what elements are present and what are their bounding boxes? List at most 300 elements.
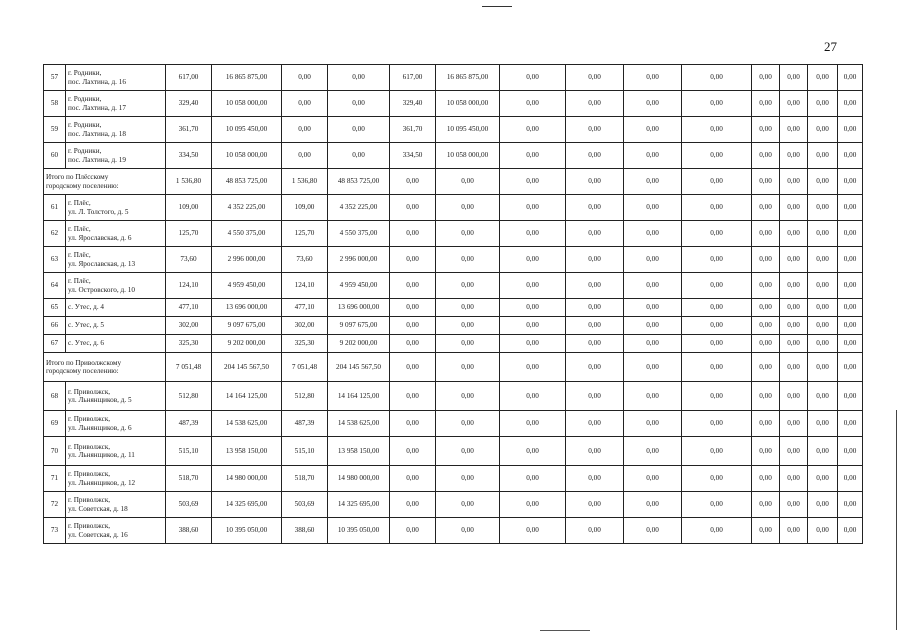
- value-cell: 0,00: [780, 65, 808, 91]
- value-cell: 0,00: [500, 466, 566, 492]
- value-cell: 0,00: [500, 353, 566, 382]
- value-cell: 1 536,80: [282, 169, 328, 195]
- value-cell: 7 051,48: [282, 353, 328, 382]
- value-cell: 0,00: [808, 492, 838, 518]
- value-cell: 302,00: [166, 317, 212, 335]
- value-cell: 4 550 375,00: [212, 221, 282, 247]
- row-number: 69: [44, 411, 66, 437]
- value-cell: 0,00: [436, 492, 500, 518]
- row-number: 59: [44, 117, 66, 143]
- value-cell: 0,00: [624, 143, 682, 169]
- value-cell: 0,00: [838, 492, 863, 518]
- address-line1: г. Плёс,: [68, 225, 91, 234]
- address-line2: пос. Лахтина, д. 19: [68, 155, 126, 164]
- value-cell: 0,00: [624, 518, 682, 544]
- value-cell: 0,00: [808, 518, 838, 544]
- value-cell: 0,00: [390, 335, 436, 353]
- value-cell: 503,69: [166, 492, 212, 518]
- value-cell: 0,00: [500, 437, 566, 466]
- value-cell: 4 550 375,00: [328, 221, 390, 247]
- value-cell: 0,00: [752, 143, 780, 169]
- subtotal-label: [44, 169, 166, 195]
- value-cell: 0,00: [436, 273, 500, 299]
- value-cell: 0,00: [752, 382, 780, 411]
- address-line2: ул. Льнянщиков, д. 6: [68, 423, 132, 432]
- value-cell: 0,00: [808, 317, 838, 335]
- value-cell: 0,00: [838, 317, 863, 335]
- value-cell: 0,00: [808, 299, 838, 317]
- address-line2: ул. Льнянщиков, д. 12: [68, 478, 136, 487]
- value-cell: 4 959 450,00: [328, 273, 390, 299]
- value-cell: 0,00: [838, 247, 863, 273]
- value-cell: 0,00: [808, 143, 838, 169]
- value-cell: 325,30: [282, 335, 328, 353]
- address-line1: г. Плёс,: [68, 199, 91, 208]
- value-cell: 0,00: [436, 221, 500, 247]
- row-number: 73: [44, 518, 66, 544]
- value-cell: 0,00: [780, 518, 808, 544]
- table-row: [44, 411, 863, 437]
- table-row: [44, 117, 863, 143]
- value-cell: 0,00: [624, 117, 682, 143]
- value-cell: 0,00: [780, 437, 808, 466]
- value-cell: 0,00: [390, 195, 436, 221]
- address-line1: с. Утес, д. 5: [68, 321, 105, 330]
- value-cell: 2 996 000,00: [212, 247, 282, 273]
- value-cell: 0,00: [436, 299, 500, 317]
- value-cell: 0,00: [838, 518, 863, 544]
- address-cell: [66, 299, 166, 317]
- value-cell: 0,00: [436, 247, 500, 273]
- value-cell: 329,40: [390, 91, 436, 117]
- address-line1: г. Родники,: [68, 95, 102, 104]
- table-row: [44, 492, 863, 518]
- value-cell: 14 538 625,00: [212, 411, 282, 437]
- value-cell: 0,00: [624, 299, 682, 317]
- value-cell: 0,00: [624, 65, 682, 91]
- value-cell: 0,00: [838, 466, 863, 492]
- value-cell: 487,39: [282, 411, 328, 437]
- value-cell: 0,00: [838, 143, 863, 169]
- value-cell: 0,00: [780, 466, 808, 492]
- address-cell: [66, 492, 166, 518]
- subtotal-label: [44, 353, 166, 382]
- value-cell: 477,10: [282, 299, 328, 317]
- value-cell: 0,00: [624, 221, 682, 247]
- value-cell: 109,00: [282, 195, 328, 221]
- value-cell: 0,00: [500, 195, 566, 221]
- table-row: [44, 247, 863, 273]
- value-cell: 361,70: [166, 117, 212, 143]
- address-line1: г. Родники,: [68, 69, 102, 78]
- row-number: 65: [44, 299, 66, 317]
- value-cell: 0,00: [838, 437, 863, 466]
- value-cell: 0,00: [682, 353, 752, 382]
- value-cell: 512,80: [166, 382, 212, 411]
- value-cell: 0,00: [780, 492, 808, 518]
- value-cell: 0,00: [682, 437, 752, 466]
- value-cell: 0,00: [328, 91, 390, 117]
- value-cell: 0,00: [752, 117, 780, 143]
- value-cell: 0,00: [808, 117, 838, 143]
- value-cell: 0,00: [566, 335, 624, 353]
- table-row: [44, 382, 863, 411]
- value-cell: 10 095 450,00: [436, 117, 500, 143]
- value-cell: 0,00: [624, 195, 682, 221]
- value-cell: 0,00: [780, 411, 808, 437]
- value-cell: 0,00: [566, 143, 624, 169]
- value-cell: 0,00: [500, 247, 566, 273]
- address-line1: г. Приволжск,: [68, 522, 111, 531]
- value-cell: 0,00: [780, 221, 808, 247]
- value-cell: 0,00: [500, 518, 566, 544]
- value-cell: 0,00: [390, 353, 436, 382]
- address-line1: г. Приволжск,: [68, 442, 111, 451]
- table-row: [44, 195, 863, 221]
- address-cell: [66, 518, 166, 544]
- value-cell: 10 058 000,00: [212, 91, 282, 117]
- value-cell: 0,00: [682, 117, 752, 143]
- address-line2: пос. Лахтина, д. 18: [68, 129, 126, 138]
- value-cell: 0,00: [436, 382, 500, 411]
- address-line1: г. Приволжск,: [68, 496, 111, 505]
- value-cell: 0,00: [808, 169, 838, 195]
- value-cell: 0,00: [838, 273, 863, 299]
- value-cell: 204 145 567,50: [212, 353, 282, 382]
- value-cell: 0,00: [566, 247, 624, 273]
- address-cell: [66, 65, 166, 91]
- value-cell: 518,70: [166, 466, 212, 492]
- value-cell: 0,00: [780, 143, 808, 169]
- address-line2: ул. Советская, д. 18: [68, 504, 128, 513]
- value-cell: 0,00: [566, 273, 624, 299]
- value-cell: 0,00: [624, 273, 682, 299]
- address-line2: ул. Ярославская, д. 6: [68, 233, 132, 242]
- value-cell: 0,00: [752, 247, 780, 273]
- value-cell: 617,00: [166, 65, 212, 91]
- value-cell: 73,60: [166, 247, 212, 273]
- value-cell: 0,00: [328, 117, 390, 143]
- address-line1: г. Родники,: [68, 147, 102, 156]
- row-number: 66: [44, 317, 66, 335]
- address-line1: г. Приволжск,: [68, 387, 111, 396]
- row-number: 72: [44, 492, 66, 518]
- value-cell: 124,10: [166, 273, 212, 299]
- value-cell: 0,00: [436, 317, 500, 335]
- value-cell: 16 865 875,00: [436, 65, 500, 91]
- value-cell: 0,00: [780, 273, 808, 299]
- value-cell: 361,70: [390, 117, 436, 143]
- value-cell: 0,00: [752, 65, 780, 91]
- address-line1: г. Родники,: [68, 121, 102, 130]
- table-row: [44, 273, 863, 299]
- value-cell: 302,00: [282, 317, 328, 335]
- page-number: 27: [824, 39, 837, 54]
- value-cell: 0,00: [752, 411, 780, 437]
- address-line1: г. Плёс,: [68, 251, 91, 260]
- value-cell: 0,00: [390, 299, 436, 317]
- table-row: [44, 65, 863, 91]
- value-cell: 388,60: [282, 518, 328, 544]
- address-line1: с. Утес, д. 4: [68, 303, 105, 312]
- address-cell: [66, 247, 166, 273]
- row-number: 67: [44, 335, 66, 353]
- value-cell: 0,00: [436, 437, 500, 466]
- value-cell: 0,00: [780, 299, 808, 317]
- value-cell: 325,30: [166, 335, 212, 353]
- value-cell: 0,00: [808, 437, 838, 466]
- value-cell: 0,00: [808, 221, 838, 247]
- value-cell: 0,00: [282, 143, 328, 169]
- value-cell: 0,00: [500, 273, 566, 299]
- value-cell: 0,00: [682, 335, 752, 353]
- subtotal-label-line2: городскому поселению:: [46, 367, 119, 375]
- value-cell: 0,00: [436, 169, 500, 195]
- value-cell: 10 058 000,00: [436, 91, 500, 117]
- value-cell: 0,00: [752, 466, 780, 492]
- row-number: 57: [44, 65, 66, 91]
- value-cell: 0,00: [682, 221, 752, 247]
- value-cell: 0,00: [808, 65, 838, 91]
- value-cell: 0,00: [682, 466, 752, 492]
- value-cell: 329,40: [166, 91, 212, 117]
- table-row: [44, 518, 863, 544]
- value-cell: 0,00: [682, 91, 752, 117]
- value-cell: 10 058 000,00: [212, 143, 282, 169]
- value-cell: 1 536,80: [166, 169, 212, 195]
- value-cell: 0,00: [566, 466, 624, 492]
- value-cell: 0,00: [566, 437, 624, 466]
- value-cell: 2 996 000,00: [328, 247, 390, 273]
- value-cell: 0,00: [780, 91, 808, 117]
- value-cell: 0,00: [500, 143, 566, 169]
- value-cell: 0,00: [780, 117, 808, 143]
- value-cell: 14 980 000,00: [328, 466, 390, 492]
- value-cell: 0,00: [808, 382, 838, 411]
- value-cell: 10 095 450,00: [212, 117, 282, 143]
- address-line1: г. Приволжск,: [68, 415, 111, 424]
- value-cell: 334,50: [390, 143, 436, 169]
- value-cell: 0,00: [752, 492, 780, 518]
- address-cell: [66, 195, 166, 221]
- value-cell: 0,00: [752, 195, 780, 221]
- value-cell: 0,00: [328, 65, 390, 91]
- value-cell: 0,00: [682, 169, 752, 195]
- address-line2: ул. Островского, д. 10: [68, 285, 135, 294]
- row-number: 68: [44, 382, 66, 411]
- value-cell: 0,00: [390, 518, 436, 544]
- value-cell: 0,00: [682, 518, 752, 544]
- value-cell: 0,00: [566, 411, 624, 437]
- value-cell: 0,00: [838, 195, 863, 221]
- value-cell: 0,00: [390, 169, 436, 195]
- value-cell: 0,00: [682, 65, 752, 91]
- table-row: [44, 335, 863, 353]
- value-cell: 0,00: [624, 353, 682, 382]
- address-line2: ул. Льнянщиков, д. 11: [68, 451, 135, 459]
- subtotal-label-line1: Итого по Приволжскому: [46, 358, 122, 367]
- value-cell: 109,00: [166, 195, 212, 221]
- value-cell: 73,60: [282, 247, 328, 273]
- address-line2: ул. Л. Толстого, д. 5: [68, 207, 129, 216]
- value-cell: 0,00: [838, 335, 863, 353]
- address-cell: [66, 117, 166, 143]
- address-cell: [66, 382, 166, 411]
- address-cell: [66, 317, 166, 335]
- value-cell: 0,00: [682, 317, 752, 335]
- data-table: [43, 64, 863, 544]
- value-cell: 0,00: [624, 492, 682, 518]
- value-cell: 0,00: [780, 195, 808, 221]
- value-cell: 0,00: [808, 195, 838, 221]
- value-cell: 0,00: [808, 91, 838, 117]
- address-line2: пос. Лахтина, д. 17: [68, 103, 126, 112]
- value-cell: 0,00: [500, 492, 566, 518]
- value-cell: 0,00: [808, 411, 838, 437]
- address-line2: ул. Льнянщиков, д. 5: [68, 396, 132, 404]
- value-cell: 0,00: [500, 299, 566, 317]
- value-cell: 487,39: [166, 411, 212, 437]
- row-number: 62: [44, 221, 66, 247]
- value-cell: 0,00: [752, 91, 780, 117]
- value-cell: 0,00: [682, 299, 752, 317]
- value-cell: 0,00: [682, 195, 752, 221]
- value-cell: 0,00: [566, 382, 624, 411]
- value-cell: 0,00: [436, 411, 500, 437]
- value-cell: 0,00: [624, 466, 682, 492]
- value-cell: 14 164 125,00: [328, 382, 390, 411]
- value-cell: 617,00: [390, 65, 436, 91]
- value-cell: 0,00: [500, 317, 566, 335]
- address-line2: ул. Ярославская, д. 13: [68, 259, 136, 268]
- value-cell: 0,00: [682, 247, 752, 273]
- value-cell: 13 696 000,00: [328, 299, 390, 317]
- value-cell: 0,00: [838, 221, 863, 247]
- value-cell: 0,00: [282, 117, 328, 143]
- value-cell: 0,00: [752, 437, 780, 466]
- address-cell: [66, 143, 166, 169]
- value-cell: 14 980 000,00: [212, 466, 282, 492]
- value-cell: 503,69: [282, 492, 328, 518]
- value-cell: 0,00: [500, 91, 566, 117]
- address-line2: пос. Лахтина, д. 16: [68, 77, 126, 86]
- row-number: 61: [44, 195, 66, 221]
- value-cell: 0,00: [838, 117, 863, 143]
- value-cell: 0,00: [566, 299, 624, 317]
- value-cell: 0,00: [752, 317, 780, 335]
- value-cell: 0,00: [566, 65, 624, 91]
- address-line2: ул. Советская, д. 16: [68, 530, 128, 539]
- value-cell: 0,00: [838, 299, 863, 317]
- value-cell: 16 865 875,00: [212, 65, 282, 91]
- address-cell: [66, 466, 166, 492]
- value-cell: 9 202 000,00: [212, 335, 282, 353]
- address-cell: [66, 91, 166, 117]
- value-cell: 0,00: [752, 518, 780, 544]
- value-cell: 204 145 567,50: [328, 353, 390, 382]
- value-cell: 515,10: [282, 437, 328, 466]
- value-cell: 0,00: [390, 247, 436, 273]
- value-cell: 0,00: [808, 273, 838, 299]
- value-cell: 0,00: [390, 492, 436, 518]
- value-cell: 0,00: [566, 169, 624, 195]
- value-cell: 0,00: [566, 195, 624, 221]
- value-cell: 48 853 725,00: [212, 169, 282, 195]
- value-cell: 0,00: [752, 221, 780, 247]
- address-line1: г. Плёс,: [68, 277, 91, 286]
- address-line1: с. Утес, д. 6: [68, 339, 105, 348]
- value-cell: 0,00: [682, 143, 752, 169]
- value-cell: 0,00: [624, 169, 682, 195]
- value-cell: 0,00: [624, 335, 682, 353]
- value-cell: 4 352 225,00: [328, 195, 390, 221]
- value-cell: 0,00: [682, 382, 752, 411]
- value-cell: 7 051,48: [166, 353, 212, 382]
- value-cell: 4 959 450,00: [212, 273, 282, 299]
- value-cell: 0,00: [500, 411, 566, 437]
- value-cell: 0,00: [808, 247, 838, 273]
- value-cell: 0,00: [624, 411, 682, 437]
- value-cell: 10 395 050,00: [328, 518, 390, 544]
- value-cell: 0,00: [780, 353, 808, 382]
- value-cell: 125,70: [282, 221, 328, 247]
- value-cell: 48 853 725,00: [328, 169, 390, 195]
- address-cell: [66, 273, 166, 299]
- value-cell: 0,00: [808, 466, 838, 492]
- value-cell: 0,00: [436, 353, 500, 382]
- value-cell: 0,00: [500, 382, 566, 411]
- value-cell: 0,00: [838, 65, 863, 91]
- value-cell: 0,00: [752, 273, 780, 299]
- value-cell: 0,00: [500, 221, 566, 247]
- subtotal-row: [44, 353, 863, 382]
- value-cell: 0,00: [682, 411, 752, 437]
- value-cell: 0,00: [282, 91, 328, 117]
- value-cell: 9 097 675,00: [328, 317, 390, 335]
- value-cell: 0,00: [390, 411, 436, 437]
- value-cell: 0,00: [328, 143, 390, 169]
- value-cell: 0,00: [436, 518, 500, 544]
- row-number: 71: [44, 466, 66, 492]
- value-cell: 0,00: [390, 382, 436, 411]
- value-cell: 477,10: [166, 299, 212, 317]
- address-cell: [66, 437, 166, 466]
- value-cell: 14 325 695,00: [328, 492, 390, 518]
- table-row: [44, 221, 863, 247]
- value-cell: 10 395 050,00: [212, 518, 282, 544]
- row-number: 64: [44, 273, 66, 299]
- value-cell: 9 202 000,00: [328, 335, 390, 353]
- value-cell: 0,00: [752, 335, 780, 353]
- value-cell: 0,00: [838, 91, 863, 117]
- address-cell: [66, 221, 166, 247]
- value-cell: 125,70: [166, 221, 212, 247]
- row-number: 63: [44, 247, 66, 273]
- value-cell: 13 958 150,00: [212, 437, 282, 466]
- value-cell: 334,50: [166, 143, 212, 169]
- value-cell: 0,00: [390, 317, 436, 335]
- table-row: [44, 143, 863, 169]
- value-cell: 0,00: [682, 273, 752, 299]
- value-cell: 0,00: [838, 169, 863, 195]
- value-cell: 0,00: [808, 353, 838, 382]
- value-cell: 13 696 000,00: [212, 299, 282, 317]
- row-number: 60: [44, 143, 66, 169]
- value-cell: 14 164 125,00: [212, 382, 282, 411]
- value-cell: 0,00: [500, 117, 566, 143]
- value-cell: 0,00: [624, 382, 682, 411]
- table-row: [44, 466, 863, 492]
